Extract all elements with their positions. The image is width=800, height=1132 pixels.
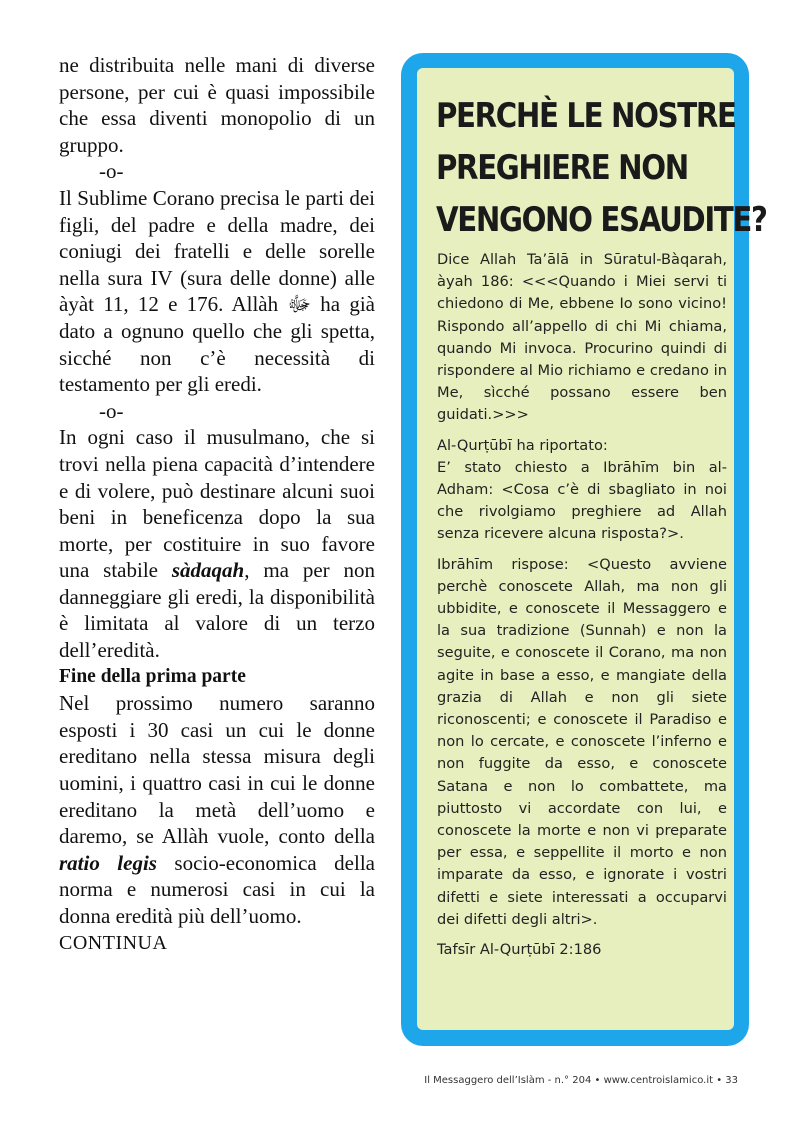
sidebar-box-body <box>437 249 727 969</box>
sidebar-box-title <box>436 90 767 246</box>
emphasis-term: ratio legis <box>59 850 157 875</box>
sidebar-box-panel <box>417 68 767 1030</box>
article-paragraph <box>59 424 375 663</box>
text-run: In ogni caso il musulmano, che si trovi nella piena capacità d’intendere e di volere, può destinare alcuni suoi beni in beneficenza dopo la sua morte, per costituire in suo favore una stabile <box>59 425 375 583</box>
source-citation: Tafsīr Al-Qurṭūbī 2:186 <box>437 941 602 959</box>
article-paragraph <box>59 690 375 929</box>
sidebar-paragraph: Dice Allah Ta’ālā in Sūratul-Bàqarah, àyah 186: <<<Quando i Miei servi ti chiedono di Me, ebbene Io sono vicino! Rispondo all’appello di chi Mi chiama, quando Mi invoca. Procurino quindi di rispondere al Mio richiamo e credano in Me, sìcché possano essere ben guidati.>>> <box>437 251 727 424</box>
section-separator: -o- <box>99 159 124 184</box>
title-line: PERCHÈ LE NOSTRE <box>436 96 736 136</box>
part-end-heading: Fine della prima parte <box>59 665 246 687</box>
sidebar-paragraph: E’ stato chiesto a Ibrāhīm bin al-Adham: <Cosa c’è di sbagliato in noi che rivolgiamo preghiere ad Allah senza ricevere alcuna risposta?>. <box>437 458 727 543</box>
main-article-column <box>59 52 375 956</box>
sidebar-box-frame <box>401 53 767 1046</box>
page-footer: Il Messaggero dell’Islàm - n.° 204 • www.centroislamico.it • 33 <box>424 1075 738 1086</box>
text-run: socio-economica della norma e numerosi casi in cui la donna eredità più dell’uomo. <box>59 850 375 928</box>
emphasis-term: sàdaqah <box>171 558 245 583</box>
text-run: Nel prossimo numero saranno esposti i 30 casi un cui le donne ereditano nella stessa misura degli uomini, i quattro casi in cui le donne ereditano la metà dell’uomo e daremo, se Allàh vuole, conto della <box>59 691 375 849</box>
text-run: , ma per non danneggiare gli eredi, la disponibilità è limitata al valore di un terzo dell’eredità. <box>59 558 375 663</box>
article-paragraph: ne distribuita nelle mani di diverse persone, per cui è quasi impossibile che essa diventi monopolio di un gruppo. <box>59 53 375 157</box>
section-separator: -o- <box>99 398 124 423</box>
article-paragraph: Il Sublime Corano precisa le parti dei figli, del padre e della madre, dei coniugi dei fratelli e delle sorelle nella sura IV (sura delle donne) alle àyàt 11, 12 e 176. Allàh ﷻ ha già dato a ognuno quello che gli spetta, sicché non c’è necessità di testamento per gli eredi. <box>59 185 375 397</box>
continue-label: CONTINUA <box>59 931 168 954</box>
title-line: PREGHIERE NON <box>436 148 688 188</box>
sidebar-paragraph: Ibrāhīm rispose: <Questo avviene perchè conoscete Allah, ma non gli ubbidite, e conoscete il Messaggero e la sua tradizione (Sunnah) e non la seguite, e conoscete il Corano, ma non agite in base a esso, e mangiate della grazia di Allah e non gli siete riconoscenti; e conoscete il Paradiso e non lo cercate, e conoscete l’inferno e non fuggite da esso, e conoscete Satana e non lo combattete, ma piuttosto vi accordate con lui, e conoscete la morte e non vi preparate per essa, e seppellite il morto e non imparate da esso, e ignorate i vostri difetti e siete interessati a occuparvi dei difetti degli altri>. <box>437 555 727 928</box>
title-line: VENGONO ESAUDITE? <box>436 200 767 240</box>
sidebar-paragraph: Al-Qurṭūbī ha riportato: <box>437 436 608 454</box>
